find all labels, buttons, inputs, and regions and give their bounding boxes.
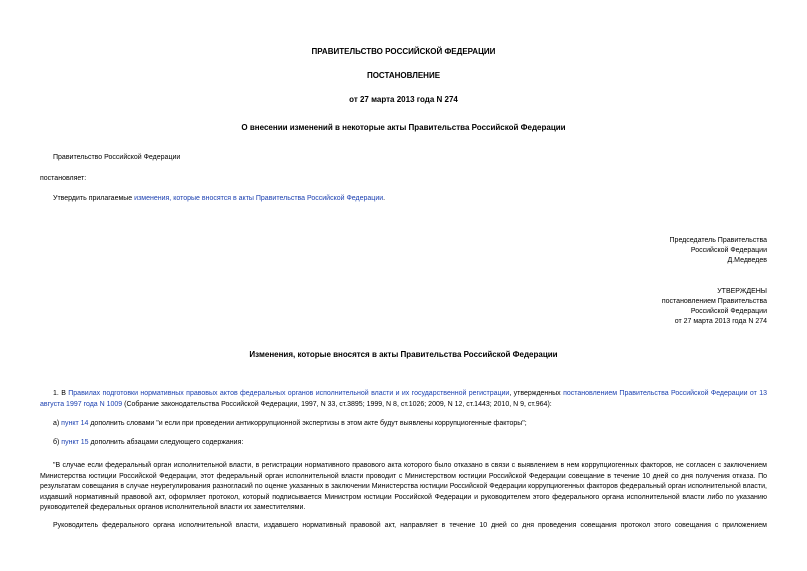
approval-line-4: от 27 марта 2013 года N 274	[674, 318, 767, 325]
clause-15-link[interactable]: пункт 15	[61, 439, 89, 446]
approve-suffix: .	[383, 195, 386, 202]
preamble-line-1: Правительство Российской Федерации	[53, 154, 181, 161]
approve-prefix: Утвердить прилагаемые	[53, 195, 135, 202]
approval-line-1: УТВЕРЖДЕНЫ	[717, 288, 767, 295]
approve-sentence	[53, 195, 385, 202]
clause-14-link[interactable]: пункт 14	[61, 420, 89, 427]
doc-type-heading: ПОСТАНОВЛЕНИЕ	[366, 71, 441, 80]
signature-line-1: Председатель Правительства	[669, 237, 767, 244]
item-1-prefix: 1. В	[53, 390, 69, 397]
government-heading: ПРАВИТЕЛЬСТВО РОССИЙСКОЙ ФЕДЕРАЦИИ	[311, 47, 496, 56]
item-b-prefix: б)	[53, 439, 62, 446]
approved-changes-link[interactable]: изменения, которые вносятся в акты Правительства Российской Федерации	[134, 195, 384, 202]
rules-link[interactable]: Правилах подготовки нормативных правовых актов федеральных органов исполнительной власти и их государственной регистрации	[68, 390, 510, 397]
changes-title: Изменения, которые вносятся в акты Правительства Российской Федерации	[249, 350, 558, 359]
signature-block	[670, 236, 767, 266]
approval-line-3: Российской Федерации	[690, 308, 767, 315]
document-title: О внесении изменений в некоторые акты Правительства Российской Федерации	[241, 123, 566, 132]
approval-line-2: постановлением Правительства	[661, 298, 767, 305]
item-b-paragraph	[53, 439, 243, 446]
preamble-line-2: постановляет:	[40, 175, 87, 182]
approval-block	[662, 287, 767, 327]
item-a-suffix: дополнить словами "и если при проведении антикоррупционной экспертизы в этом акте будут выявлены коррупциогенные факторы";	[88, 420, 527, 427]
item-b-suffix: дополнить абзацами следующего содержания:	[88, 439, 244, 446]
resolution-1009-link[interactable]: постановлением Правительства Российской Федерации от 13 августа 1997 года N 1009	[40, 390, 767, 408]
last-paragraph: Руководитель федерального органа исполнительной власти, издавшего нормативный правовой акт, направляет в течение 10 дней со дня проведения совещания протокол этого совещания с приложением	[53, 522, 767, 529]
signature-line-3: Д.Медведев	[727, 257, 767, 264]
date-number-heading: от 27 марта 2013 года N 274	[349, 95, 458, 104]
item-1-paragraph	[40, 389, 767, 410]
signature-line-2: Российской Федерации	[690, 247, 767, 254]
item-a-paragraph	[53, 420, 527, 427]
quote-paragraph: "В случае если федеральный орган исполнительной власти, в регистрации нормативного правового акта которого было отказано в связи с выявлением в нем коррупциогенных факторов, не согласен с заключением Министерства юстиции Российской Федерации, этот федеральный орган исполнительной власти проводит с Министерством юстиции Российской Федерации совещание в течение 10 дней со дня получения отказа. По результатам совещания в случае неурегулирования разногласий по оценке указанных в заключении Министерства юстиции Российской Федерации коррупциогенных факторов федеральный орган исполнительной власти, издавший нормативный правовой акт, оформляет протокол, который подписывается Министром юстиции Российской Федерации и руководителем этого федерального органа исполнительной власти либо по указанию руководителей федеральных органов исполнительной власти их заместителями.	[40, 462, 767, 511]
item-1-suffix: (Собрание законодательства Российской Федерации, 1997, N 33, ст.3895; 1999, N 8, ст.1026; 2009, N 12, ст.1443; 2010, N 9, ст.964):	[122, 400, 552, 408]
item-a-prefix: а)	[53, 420, 62, 427]
item-1-mid: , утвержденных	[509, 390, 564, 397]
